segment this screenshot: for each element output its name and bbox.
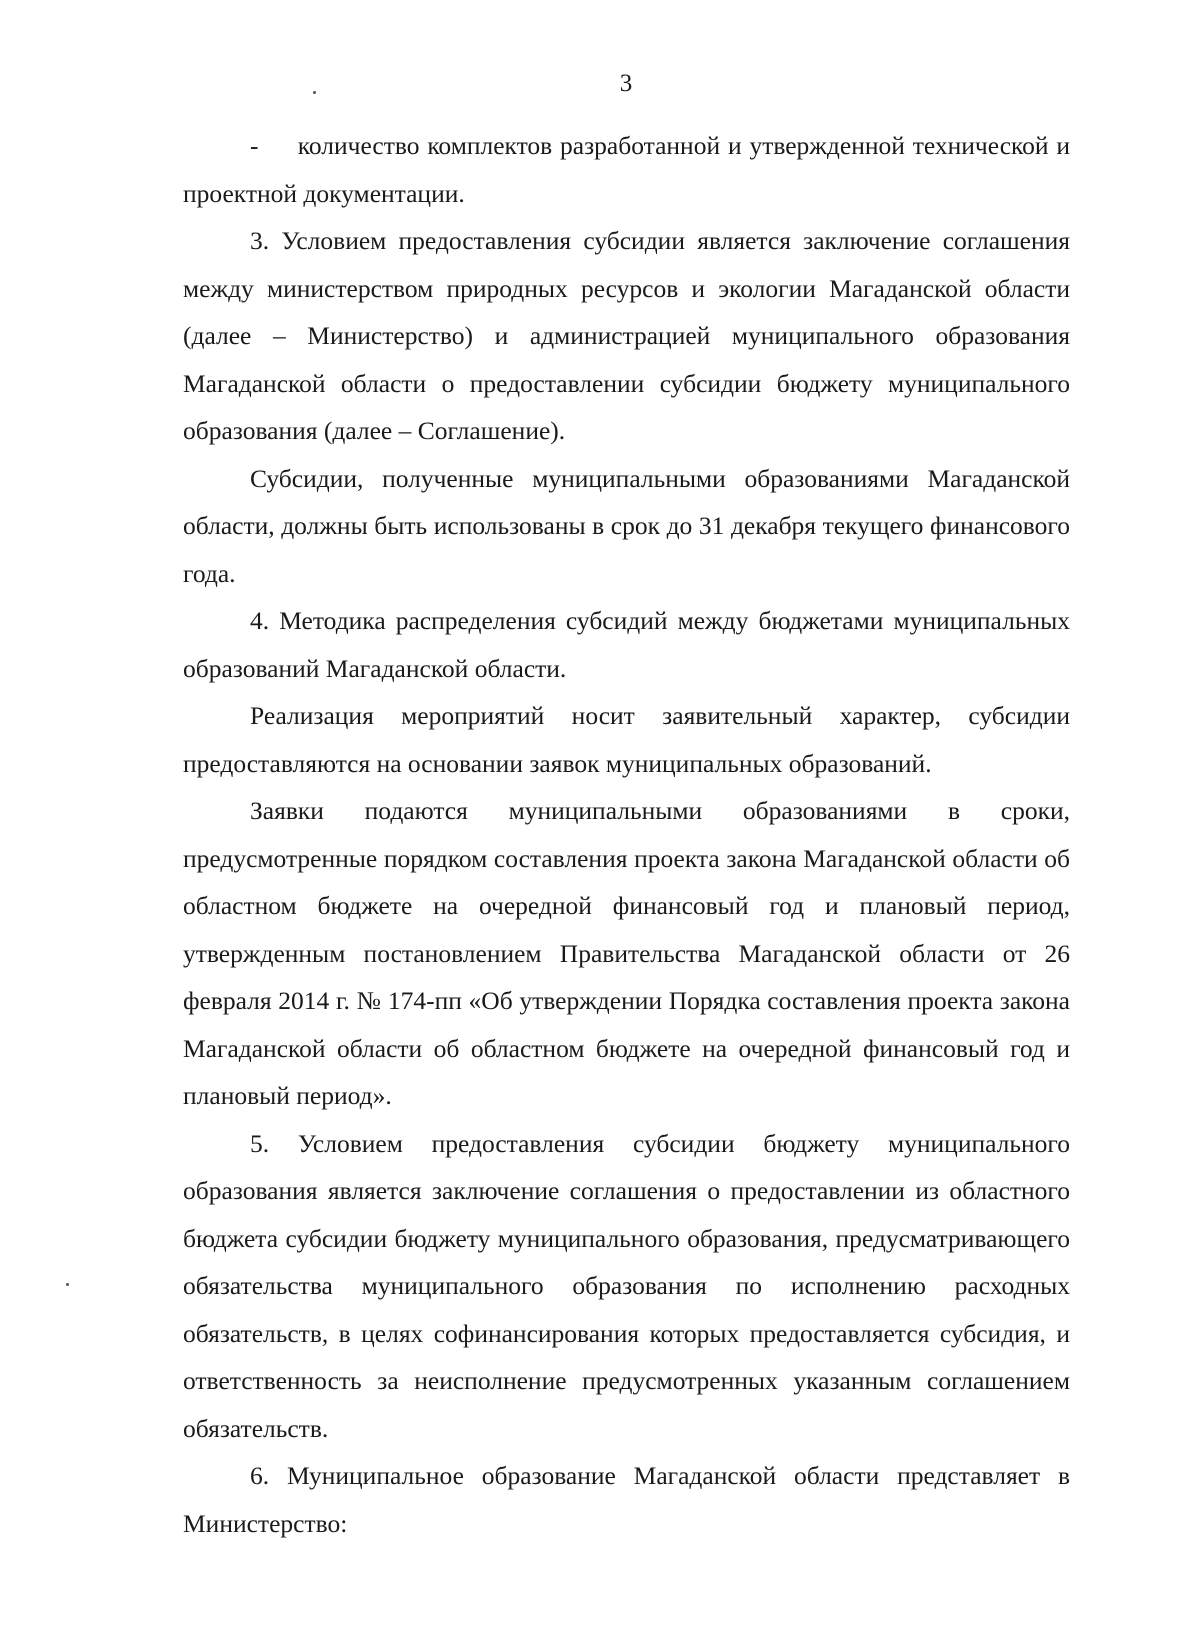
paragraph-subsidy-deadline: Субсидии, полученные муниципальными образованиями Магаданской области, должны быть использованы в срок до 31 декабря текущего финансового года. [183, 463, 1070, 588]
paragraph-section-4: 4. Методика распределения субсидий между бюджетами муниципальных образований Магаданской области. [183, 606, 1070, 683]
paragraph-section-6: 6. Муниципальное образование Магаданской области представляет в Министерство: [183, 1461, 1070, 1538]
paragraph-section-3: 3. Условием предоставления субсидии является заключение соглашения между министерством природных ресурсов и экологии Магаданской области (далее – Министерство) и администрацией муниципального образования Магаданской области о предоставлении субсидии бюджету муниципального образования (далее – Соглашение). [183, 226, 1070, 445]
scan-speck [66, 1283, 69, 1286]
scan-speck [313, 91, 316, 94]
paragraph-section-5: 5. Условием предоставления субсидии бюджету муниципального образования является заключение соглашения о предоставлении из областного бюджета субсидии бюджету муниципального образования, предусматривающего обязательства муниципального образования по исполнению расходных обязательств, в целях софинансирования которых предоставляется субсидия, и ответственность за неисполнение предусмотренных указанным соглашением обязательств. [183, 1128, 1070, 1443]
paragraph-application-terms: Заявки подаются муниципальными образованиями в сроки, предусмотренные порядком составления проекта закона Магаданской области об областном бюджете на очередной финансовый год и плановый период, утвержденным постановлением Правительства Магаданской области от 26 февраля 2014 г. № 174-пп «Об утверждении Порядка составления проекта закона Магаданской области об областном бюджете на очередной финансовый год и плановый период». [183, 796, 1070, 1110]
paragraph-list-item: - количество комплектов разработанной и утвержденной технической и проектной документации. [183, 131, 1070, 208]
paragraph-application-nature: Реализация мероприятий носит заявительный характер, субсидии предоставляются на основании заявок муниципальных образований. [183, 701, 1070, 778]
page-number: 3 [619, 70, 633, 97]
document-body [183, 122, 1070, 1547]
